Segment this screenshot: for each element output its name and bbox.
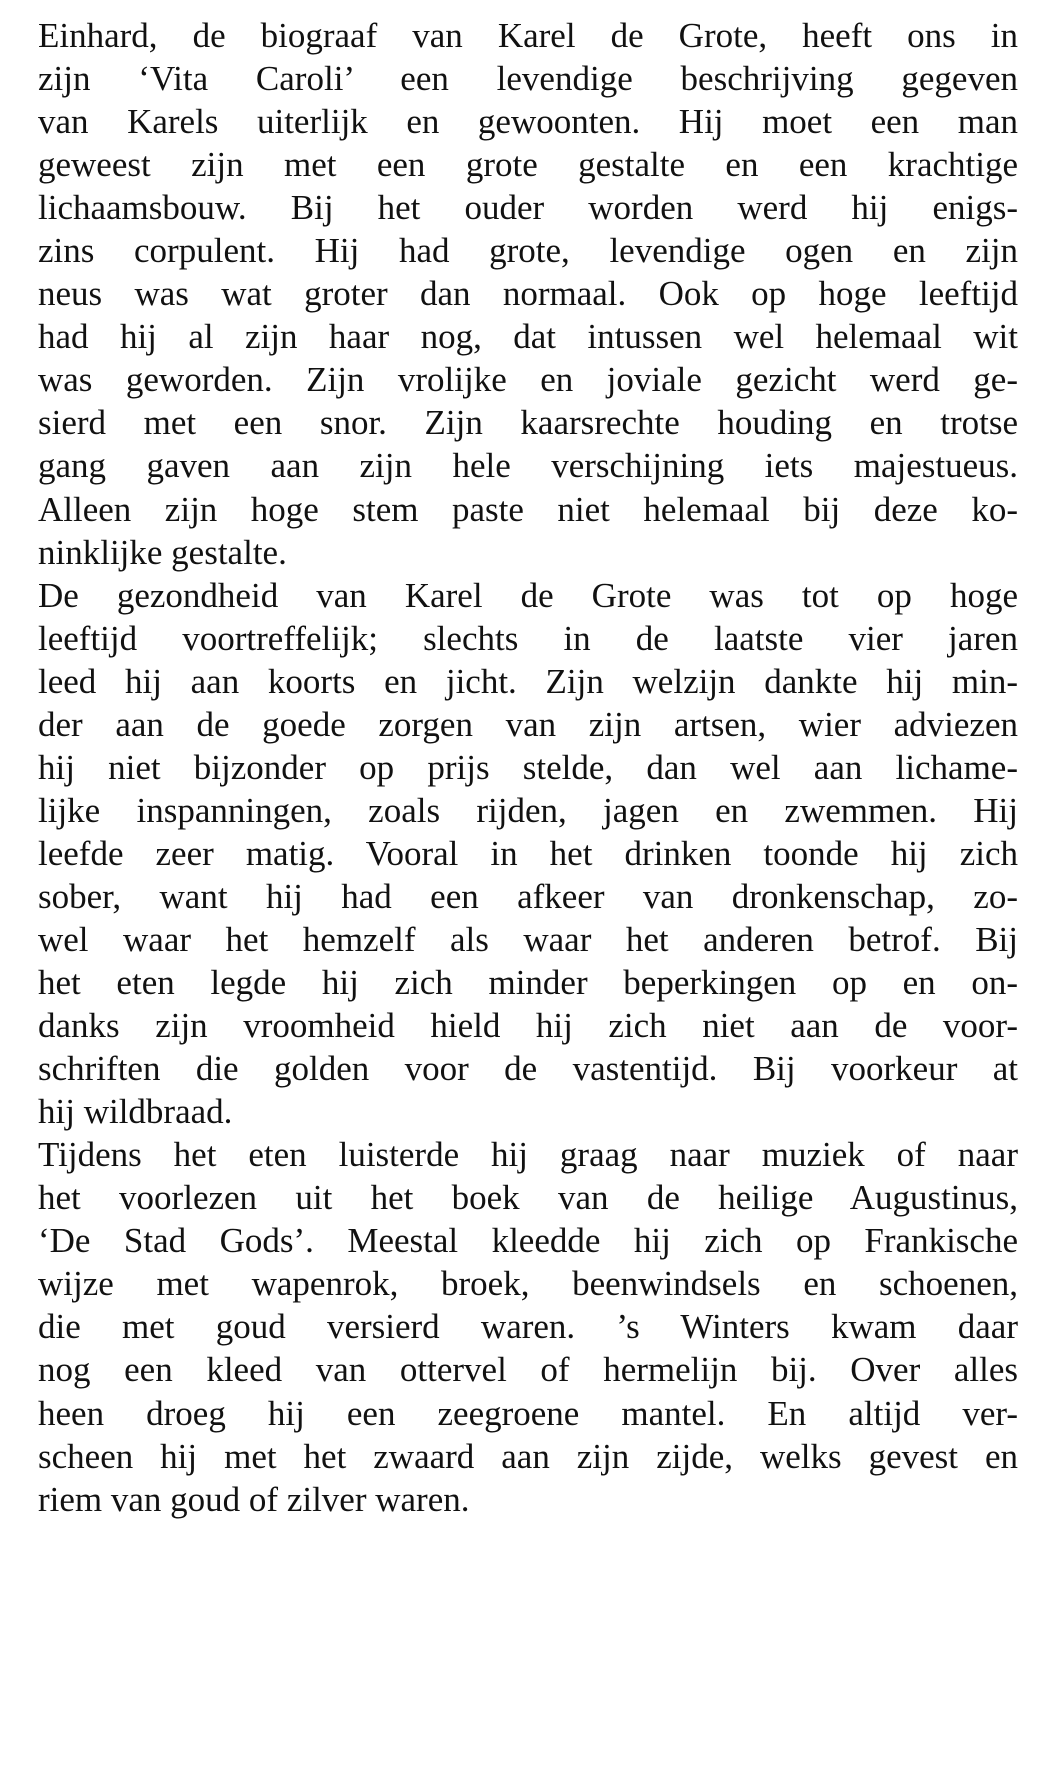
text-line: had hij al zijn haar nog, dat intussen wel helemaal wit	[38, 317, 1018, 357]
text-line: De gezondheid van Karel de Grote was tot op hoge	[38, 575, 1018, 615]
text-line: lijke inspanningen, zoals rijden, jagen en zwemmen. Hij	[38, 790, 1018, 830]
text-line: scheen hij met het zwaard aan zijn zijde, welks gevest en	[38, 1436, 1018, 1476]
text-line: leefde zeer matig. Vooral in het drinken toonde hij zich	[38, 833, 1018, 873]
text-line: sierd met een snor. Zijn kaarsrechte houding en trotse	[38, 403, 1018, 443]
paragraph-3	[38, 1133, 1018, 1520]
text-line: hij niet bijzonder op prijs stelde, dan wel aan lichame-	[38, 747, 1018, 787]
text-line: wijze met wapenrok, broek, beenwindsels en schoenen,	[38, 1264, 1018, 1304]
text-line: nog een kleed van ottervel of hermelijn bij. Over alles	[38, 1350, 1018, 1390]
text-line: leed hij aan koorts en jicht. Zijn welzijn dankte hij min-	[38, 661, 1018, 701]
text-line: schriften die golden voor de vastentijd. Bij voorkeur at	[38, 1049, 1018, 1089]
text-line: zijn ‘Vita Caroli’ een levendige beschrijving gegeven	[38, 59, 1018, 99]
text-line: gang gaven aan zijn hele verschijning iets majestueus.	[38, 446, 1018, 486]
text-line: het eten legde hij zich minder beperkingen op en on-	[38, 963, 1018, 1003]
text-line: neus was wat groter dan normaal. Ook op hoge leeftijd	[38, 274, 1018, 314]
text-line: van Karels uiterlijk en gewoonten. Hij moet een man	[38, 102, 1018, 142]
text-line: geweest zijn met een grote gestalte en een krachtige	[38, 145, 1018, 185]
paragraph-1	[38, 14, 1018, 574]
text-line: wel waar het hemzelf als waar het anderen betrof. Bij	[38, 919, 1018, 959]
text-line: riem van goud of zilver waren.	[38, 1479, 470, 1519]
text-line: danks zijn vroomheid hield hij zich niet aan de voor-	[38, 1006, 1018, 1046]
text-line: hij wildbraad.	[38, 1092, 233, 1132]
text-line: Alleen zijn hoge stem paste niet helemaal bij deze ko-	[38, 489, 1018, 529]
text-line: leeftijd voortreffelijk; slechts in de laatste vier jaren	[38, 618, 1018, 658]
text-line: sober, want hij had een afkeer van dronkenschap, zo-	[38, 876, 1018, 916]
text-line: Tijdens het eten luisterde hij graag naar muziek of naar	[38, 1135, 1018, 1175]
paragraph-2	[38, 574, 1018, 1134]
document-page	[38, 14, 1018, 1521]
text-line: Einhard, de biograaf van Karel de Grote, heeft ons in	[38, 16, 1018, 55]
text-line: der aan de goede zorgen van zijn artsen, wier adviezen	[38, 704, 1018, 744]
text-line: heen droeg hij een zeegroene mantel. En altijd ver-	[38, 1393, 1018, 1433]
text-line: het voorlezen uit het boek van de heilige Augustinus,	[38, 1178, 1018, 1218]
text-line: was geworden. Zijn vrolijke en joviale gezicht werd ge-	[38, 360, 1018, 400]
text-line: die met goud versierd waren. ’s Winters kwam daar	[38, 1307, 1018, 1347]
text-line: ninklijke gestalte.	[38, 532, 287, 572]
text-line: ‘De Stad Gods’. Meestal kleedde hij zich op Frankische	[38, 1221, 1018, 1261]
text-line: lichaamsbouw. Bij het ouder worden werd hij enigs-	[38, 188, 1018, 228]
text-line: zins corpulent. Hij had grote, levendige ogen en zijn	[38, 231, 1018, 271]
